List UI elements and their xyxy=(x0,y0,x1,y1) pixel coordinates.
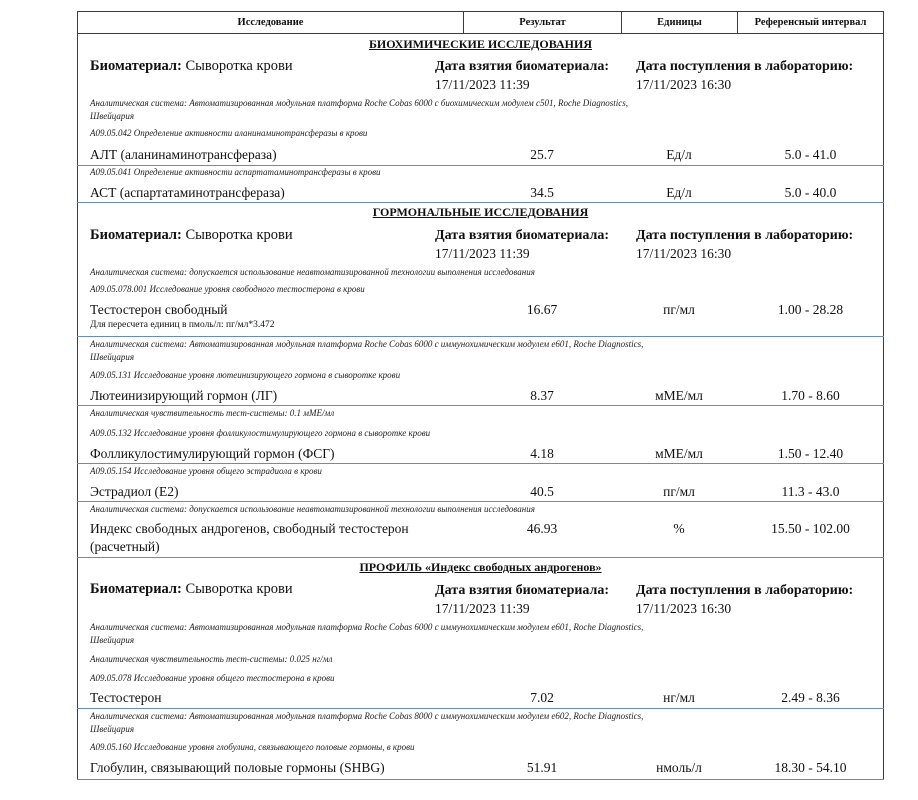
test-unit: Ед/л xyxy=(666,147,692,162)
row-divider xyxy=(77,708,884,709)
date-taken-label: Дата взятия биоматериала: xyxy=(435,59,610,74)
test-name-continuation: (расчетный) xyxy=(90,539,160,554)
biomaterial-value: Сыворотка крови xyxy=(185,58,293,74)
analytic-system-note: Аналитическая система: Автоматизированная модульная платформа Roche Cobas 8000 с иммунохимическим модулем e602, Roche Diagnostics, xyxy=(90,711,644,721)
test-reference: 15.50 - 102.00 xyxy=(771,521,850,536)
date-received-value: 17/11/2023 16:30 xyxy=(636,601,732,616)
test-result: 25.7 xyxy=(530,147,554,162)
date-taken-value: 17/11/2023 11:39 xyxy=(435,601,530,616)
column-header-result: Результат xyxy=(463,11,622,34)
test-result: 34.5 xyxy=(530,185,554,200)
column-header-reference: Референсный интервал xyxy=(737,11,884,34)
row-divider xyxy=(77,463,884,464)
test-reference: 1.00 - 28.28 xyxy=(777,302,844,317)
date-taken-label: Дата взятия биоматериала: xyxy=(435,228,610,243)
date-taken-label: Дата взятия биоматериала: xyxy=(435,583,610,598)
test-name: Тестостерон xyxy=(90,690,162,705)
test-result: 8.37 xyxy=(530,388,554,403)
service-code-note: А09.05.131 Исследование уровня лютеинизирующего гормона в сыворотке крови xyxy=(90,370,401,380)
test-result: 16.67 xyxy=(526,302,558,317)
analytic-system-note: Аналитическая система: Автоматизированная модульная платформа Roche Cobas 6000 с биохимическим модулем c501, Roche Diagnostics, xyxy=(90,98,628,108)
test-reference: 18.30 - 54.10 xyxy=(774,760,847,775)
test-name: Лютеинизирующий гормон (ЛГ) xyxy=(90,388,278,403)
test-reference: 11.3 - 43.0 xyxy=(781,484,840,499)
test-name: Эстрадиол (E2) xyxy=(90,484,179,499)
section-title-hormonal: ГОРМОНАЛЬНЫЕ ИССЛЕДОВАНИЯ xyxy=(372,205,589,219)
service-code-note: А09.05.160 Исследование уровня глобулина, связывающего половые гормоны, в крови xyxy=(90,742,415,752)
test-name: Тестостерон свободный xyxy=(90,302,228,317)
service-code-note: А09.05.078.001 Исследование уровня свободного тестостерона в крови xyxy=(90,284,365,294)
test-unit: Ед/л xyxy=(666,185,692,200)
results-table-frame xyxy=(77,33,884,780)
test-reference: 1.70 - 8.60 xyxy=(781,388,840,403)
test-reference: 5.0 - 41.0 xyxy=(784,147,837,162)
service-code-note: А09.05.042 Определение активности аланинаминотрансферазы в крови xyxy=(90,128,368,138)
test-reference: 5.0 - 40.0 xyxy=(784,185,837,200)
date-received-value: 17/11/2023 16:30 xyxy=(636,77,732,92)
analytic-system-note: Швейцария xyxy=(90,111,135,121)
test-name: Глобулин, связывающий половые гормоны (SHBG) xyxy=(90,760,385,775)
sensitivity-note: Аналитическая чувствительность тест-системы: 0.1 мМЕ/мл xyxy=(90,408,335,418)
date-received-value: 17/11/2023 16:30 xyxy=(636,246,732,261)
test-name: Фолликулостимулирующий гормон (ФСГ) xyxy=(90,446,335,461)
test-result: 51.91 xyxy=(526,760,558,775)
test-result: 7.02 xyxy=(530,690,554,705)
row-divider xyxy=(77,336,884,337)
analytic-system-note: Аналитическая система: допускается использование неавтоматизированной технологии выполнения исследования xyxy=(90,504,535,514)
unit-conversion-note: Для пересчета единиц в пмоль/л: пг/мл*3.472 xyxy=(90,320,275,330)
biomaterial-line xyxy=(90,581,293,598)
section-title-biochem: БИОХИМИЧЕСКИЕ ИССЛЕДОВАНИЯ xyxy=(369,37,592,51)
service-code-note: А09.05.041 Определение активности аспартатаминотрансферазы в крови xyxy=(90,167,381,177)
row-divider xyxy=(77,501,884,502)
biomaterial-label: Биоматериал: xyxy=(90,58,182,74)
column-header-study: Исследование xyxy=(77,11,464,34)
row-divider xyxy=(77,202,884,203)
analytic-system-note: Аналитическая система: Автоматизированная модульная платформа Roche Cobas 6000 с иммунохимическим модулем e601, Roche Diagnostics, xyxy=(90,339,644,349)
test-unit: мМЕ/мл xyxy=(655,446,703,461)
analytic-system-note: Аналитическая система: Автоматизированная модульная платформа Roche Cobas 6000 с иммунохимическим модулем e601, Roche Diagnostics, xyxy=(90,622,644,632)
date-received-label: Дата поступления в лабораторию: xyxy=(636,228,854,243)
test-result: 40.5 xyxy=(530,484,554,499)
test-reference: 2.49 - 8.36 xyxy=(781,690,840,705)
biomaterial-label: Биоматериал: xyxy=(90,227,182,243)
date-received-label: Дата поступления в лабораторию: xyxy=(636,59,854,74)
biomaterial-line xyxy=(90,227,293,244)
date-taken-value: 17/11/2023 11:39 xyxy=(435,77,530,92)
test-result: 4.18 xyxy=(530,446,554,461)
date-taken-value: 17/11/2023 11:39 xyxy=(435,246,530,261)
service-code-note: А09.05.132 Исследование уровня фолликулостимулирующего гормона в сыворотке крови xyxy=(90,428,431,438)
test-name: АЛТ (аланинаминотрансфераза) xyxy=(90,147,277,162)
biomaterial-label: Биоматериал: xyxy=(90,581,182,597)
test-unit: пг/мл xyxy=(663,302,695,317)
service-code-note: А09.05.078 Исследование уровня общего тестостерона в крови xyxy=(90,673,335,683)
test-unit: нмоль/л xyxy=(656,760,702,775)
analytic-system-note: Швейцария xyxy=(90,635,135,645)
biomaterial-value: Сыворотка крови xyxy=(185,227,293,243)
row-divider xyxy=(77,405,884,406)
row-divider xyxy=(77,557,884,558)
sensitivity-note: Аналитическая чувствительность тест-системы: 0.025 нг/мл xyxy=(90,654,333,664)
row-divider xyxy=(77,165,884,166)
test-result: 46.93 xyxy=(526,521,558,536)
test-unit: % xyxy=(673,521,685,536)
biomaterial-value: Сыворотка крови xyxy=(185,581,293,597)
row-divider xyxy=(77,779,884,780)
column-header-units: Единицы xyxy=(621,11,738,34)
test-unit: мМЕ/мл xyxy=(655,388,703,403)
test-unit: нг/мл xyxy=(663,690,695,705)
test-reference: 1.50 - 12.40 xyxy=(777,446,844,461)
section-title-profile: ПРОФИЛЬ «Индекс свободных андрогенов» xyxy=(359,560,602,574)
test-name: Индекс свободных андрогенов, свободный тестостерон xyxy=(90,521,409,536)
analytic-system-note: Швейцария xyxy=(90,352,135,362)
date-received-label: Дата поступления в лабораторию: xyxy=(636,583,854,598)
biomaterial-line xyxy=(90,58,293,75)
test-name: АСТ (аспартатаминотрансфераза) xyxy=(90,185,285,200)
analytic-system-note: Аналитическая система: допускается использование неавтоматизированной технологии выполнения исследования xyxy=(90,267,535,277)
service-code-note: А09.05.154 Исследование уровня общего эстрадиола в крови xyxy=(90,466,322,476)
test-unit: пг/мл xyxy=(663,484,695,499)
analytic-system-note: Швейцария xyxy=(90,724,135,734)
